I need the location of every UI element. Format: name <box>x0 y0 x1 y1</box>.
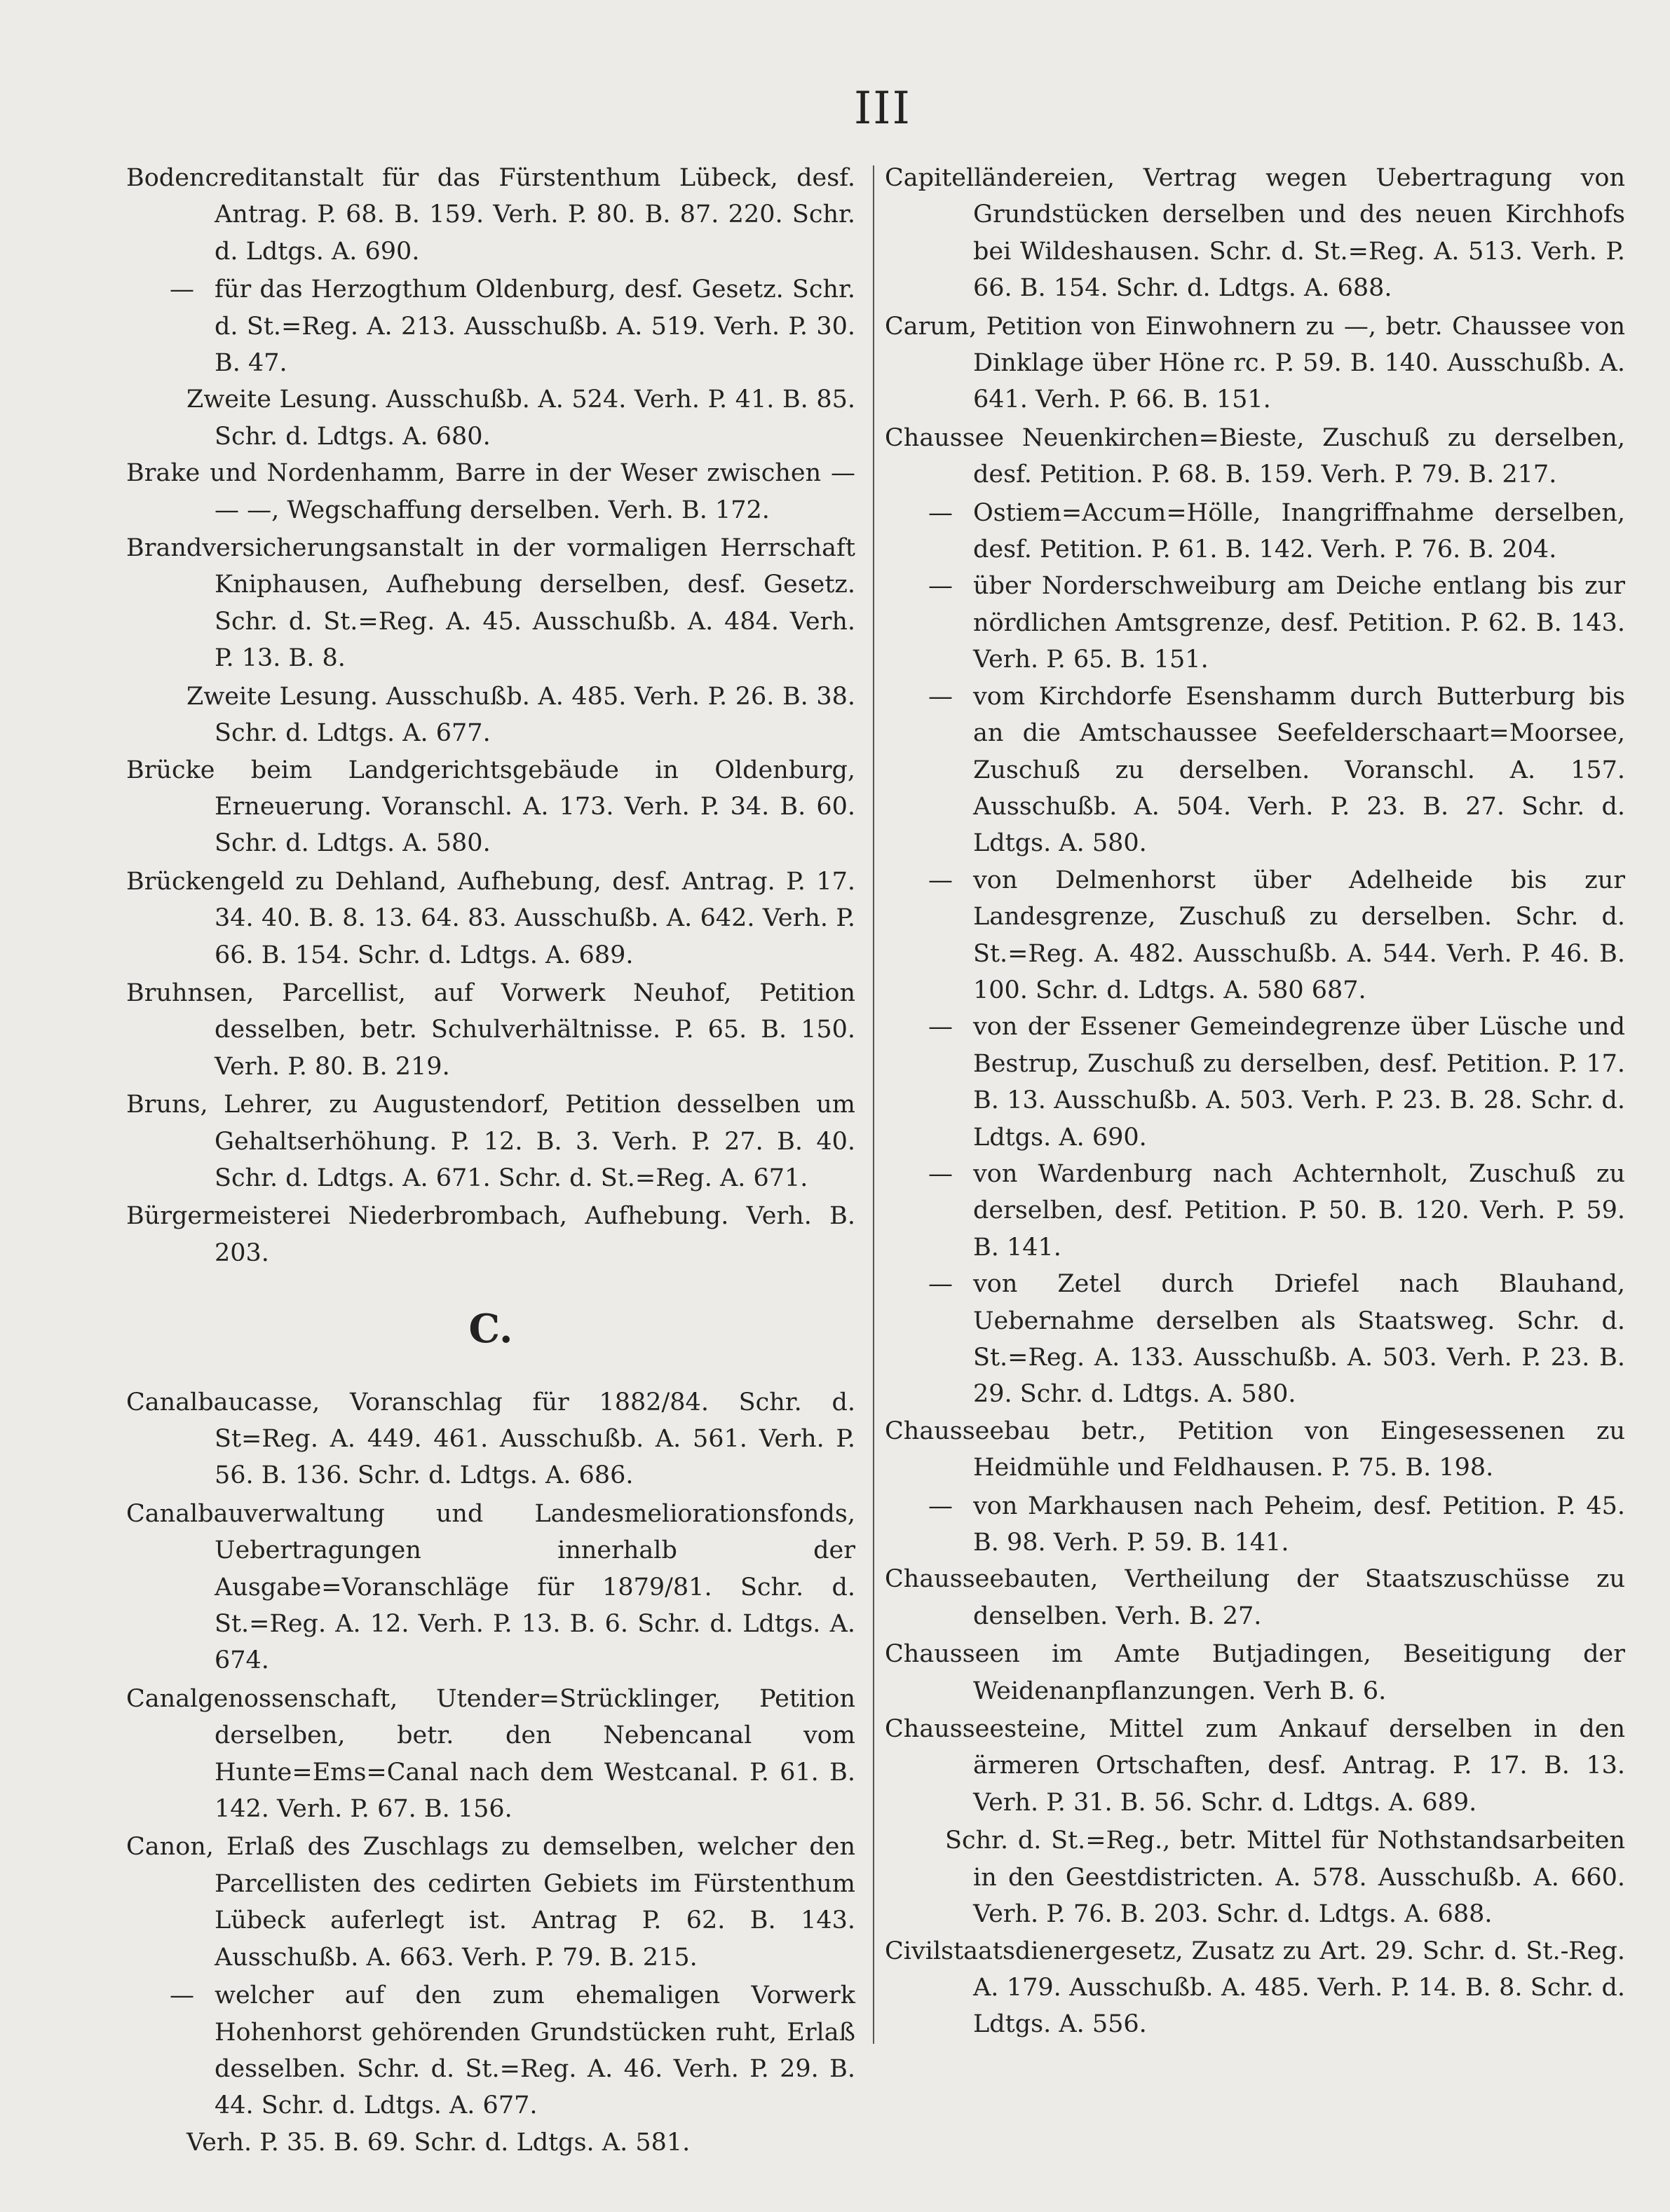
index-entry: Bodencreditanstalt für das Fürstenthum Lübeck, desf. Antrag. P. 68. B. 159. Verh. P. 80. B. 87. 220. Schr. d. Ldtgs. A. 690. <box>126 164 855 266</box>
dash-mark: — <box>170 275 194 304</box>
index-entry: Canalgenossenschaft, Utender=Strücklinger, Petition derselben, betr. den Nebencanal vom Hunte=Ems=Canal nach dem Westcanal. P. 61. B. 142. Verh. P. 67. B. 156. <box>126 1684 855 1824</box>
index-entry: Chausseesteine, Mittel zum Ankauf derselben in den ärmeren Ortschaften, desf. Antrag. P. 17. B. 13. Verh. P. 31. B. 56. Schr. d. Ldtgs. A. 689. <box>885 1715 1625 1817</box>
index-entry-text: von der Essener Gemeindegrenze über Lüsche und Bestrup, Zuschuß zu derselben, desf. Petition. P. 17. B. 13. Ausschußb. A. 503. Verh. P. 23. B. 28. Schr. d. Ldtgs. A. 690. <box>973 1013 1625 1152</box>
index-entry-text: von Wardenburg nach Achternholt, Zuschuß zu derselben, desf. Petition. P. 50. B. 120. Verh. P. 59. B. 141. <box>973 1159 1625 1262</box>
index-entry-text: von Markhausen nach Peheim, desf. Petition. P. 45. B. 98. Verh. P. 59. B. 141. <box>973 1491 1625 1557</box>
dash-mark: — <box>928 1270 953 1299</box>
page-number: III <box>854 83 911 135</box>
index-entry: Brücke beim Landgerichtsgebäude in Oldenburg, Erneuerung. Voranschl. A. 173. Verh. P. 34. B. 60. Schr. d. Ldtgs. A. 580. <box>126 756 855 858</box>
index-entry: Canalbauverwaltung und Landesmeliorationsfonds, Uebertragungen innerhalb der Ausgabe=Voranschläge für 1879/81. Schr. d. St.=Reg. A. 12. Verh. P. 13. B. 6. Schr. d. Ldtgs. A. 674. <box>126 1499 855 1675</box>
index-subentry <box>885 678 1625 862</box>
dash-mark: — <box>928 572 953 601</box>
index-continuation: Verh. P. 35. B. 69. Schr. d. Ldtgs. A. 581. <box>186 2128 691 2157</box>
index-entry: Chausseebauten, Vertheilung der Staatszuschüsse zu denselben. Verh. B. 27. <box>885 1565 1625 1630</box>
index-subentry <box>885 1488 1625 1562</box>
index-subentry <box>885 1009 1625 1156</box>
index-entry: Bruns, Lehrer, zu Augustendorf, Petition desselben um Gehaltserhöhung. P. 12. B. 3. Verh. P. 27. B. 40. Schr. d. Ldtgs. A. 671. Schr. d. St.=Reg. A. 671. <box>126 1091 855 1192</box>
index-subentry <box>885 495 1625 568</box>
index-entry: Chausseen im Amte Butjadingen, Beseitigung der Weidenanpflanzungen. Verh B. 6. <box>885 1640 1625 1705</box>
index-entry-text: vom Kirchdorfe Esenshamm durch Butterburg bis an die Amtschaussee Seefelderschaart=Moorsee, Zuschuß zu derselben. Voranschl. A. 157. Ausschußb. A. 504. Verh. P. 23. B. 27. Schr. d. Ldtgs. A. 580. <box>973 682 1625 858</box>
index-continuation: Schr. d. St.=Reg., betr. Mittel für Nothstandsarbeiten in den Geestdistricten. A. 578. Ausschußb. A. 660. Verh. P. 76. B. 203. Schr. d. Ldtgs. A. 688. <box>945 1827 1625 1929</box>
index-entry: Brandversicherungsanstalt in der vormaligen Herrschaft Kniphausen, Aufhebung derselben, desf. Gesetz. Schr. d. St.=Reg. A. 45. Ausschußb. A. 484. Verh. P. 13. B. 8. <box>126 534 855 673</box>
right-column <box>885 160 1625 2044</box>
dash-mark: — <box>928 866 953 894</box>
index-entry-text: von Zetel durch Driefel nach Blauhand, Uebernahme derselben als Staatsweg. Schr. d. St.=Reg. A. 133. Ausschußb. A. 503. Verh. P. 23. B. 29. Schr. d. Ldtgs. A. 580. <box>973 1270 1625 1409</box>
index-entry: Brückengeld zu Dehland, Aufhebung, desf. Antrag. P. 17. 34. 40. B. 8. 13. 64. 83. Ausschußb. A. 642. Verh. P. 66. B. 154. Schr. d. Ldtgs. A. 689. <box>126 867 855 969</box>
index-continuation: Zweite Lesung. Ausschußb. A. 524. Verh. P. 41. B. 85. Schr. d. Ldtgs. A. 680. <box>186 385 855 451</box>
index-subentry <box>885 862 1625 1009</box>
index-subentry <box>126 1977 855 2124</box>
index-entry-text: für das Herzogthum Oldenburg, desf. Gesetz. Schr. d. St.=Reg. A. 213. Ausschußb. A. 519. Verh. P. 30. B. 47. <box>215 275 855 378</box>
index-continuation: Zweite Lesung. Ausschußb. A. 485. Verh. P. 26. B. 38. Schr. d. Ldtgs. A. 677. <box>186 682 855 748</box>
index-subentry <box>126 271 855 381</box>
index-entry: Carum, Petition von Einwohnern zu —, betr. Chaussee von Dinklage über Höne rc. P. 59. B. 140. Ausschußb. A. 641. Verh. P. 66. B. 151. <box>885 312 1625 414</box>
dash-mark: — <box>928 1159 953 1188</box>
index-entry-text: welcher auf den zum ehemaligen Vorwerk Hohenhorst gehörenden Grundstücken ruht, Erlaß desselben. Schr. d. St.=Reg. A. 46. Verh. P. 29. B. 44. Schr. d. Ldtgs. A. 677. <box>215 1981 855 2120</box>
dash-mark: — <box>170 1981 194 2010</box>
index-entry: Canalbaucasse, Voranschlag für 1882/84. Schr. d. St=Reg. A. 449. 461. Ausschußb. A. 561. Verh. P. 56. B. 136. Schr. d. Ldtgs. A. 686. <box>126 1388 855 1490</box>
column-divider <box>873 165 874 2044</box>
index-entry: Chausseebau betr., Petition von Eingesessenen zu Heidmühle und Feldhausen. P. 75. B. 198. <box>885 1416 1625 1482</box>
index-entry: Capitelländereien, Vertrag wegen Uebertragung von Grundstücken derselben und des neuen Kirchhofs bei Wildeshausen. Schr. d. St.=Reg. A. 513. Verh. P. 66. B. 154. Schr. d. Ldtgs. A. 688. <box>885 164 1625 303</box>
index-subentry <box>885 1266 1625 1413</box>
index-entry-text: von Delmenhorst über Adelheide bis zur Landesgrenze, Zuschuß zu derselben. Schr. d. St.=Reg. A. 482. Ausschußb. A. 544. Verh. P. 46. B. 100. Schr. d. Ldtgs. A. 580 687. <box>973 866 1625 1004</box>
index-entry-text: über Norderschweiburg am Deiche entlang bis zur nördlichen Amtsgrenze, desf. Petition. P. 62. B. 143. Verh. P. 65. B. 151. <box>973 572 1625 674</box>
index-entry: Bruhnsen, Parcellist, auf Vorwerk Neuhof, Petition desselben, betr. Schulverhältnisse. P. 65. B. 150. Verh. P. 80. B. 219. <box>126 978 855 1081</box>
index-subentry <box>885 568 1625 678</box>
dash-mark: — <box>928 1013 953 1042</box>
left-column <box>126 160 855 2161</box>
dash-mark: — <box>928 1491 953 1520</box>
index-entry: Civilstaatsdienergesetz, Zusatz zu Art. 29. Schr. d. St.-Reg. A. 179. Ausschußb. A. 485. Verh. P. 14. B. 8. Schr. d. Ldtgs. A. 556. <box>885 1937 1625 2039</box>
section-letter: C. <box>468 1306 513 1353</box>
index-entry: Canon, Erlaß des Zuschlags zu demselben, welcher den Parcellisten des cedirten Gebiets im Fürstenthum Lübeck auferlegt ist. Antrag P. 62. B. 143. Ausschußb. A. 663. Verh. P. 79. B. 215. <box>126 1833 855 1972</box>
dash-mark: — <box>928 498 953 527</box>
index-entry: Chaussee Neuenkirchen=Bieste, Zuschuß zu derselben, desf. Petition. P. 68. B. 159. Verh. P. 79. B. 217. <box>885 423 1625 489</box>
index-entry: Brake und Nordenhamm, Barre in der Weser zwischen — — —, Wegschaffung derselben. Verh. B. 172. <box>126 459 855 524</box>
index-entry: Bürgermeisterei Niederbrombach, Aufhebung. Verh. B. 203. <box>126 1202 855 1267</box>
dash-mark: — <box>928 682 953 711</box>
index-entry-text: Ostiem=Accum=Hölle, Inangriffnahme derselben, desf. Petition. P. 61. B. 142. Verh. P. 76. B. 204. <box>973 498 1625 564</box>
index-subentry <box>885 1156 1625 1266</box>
